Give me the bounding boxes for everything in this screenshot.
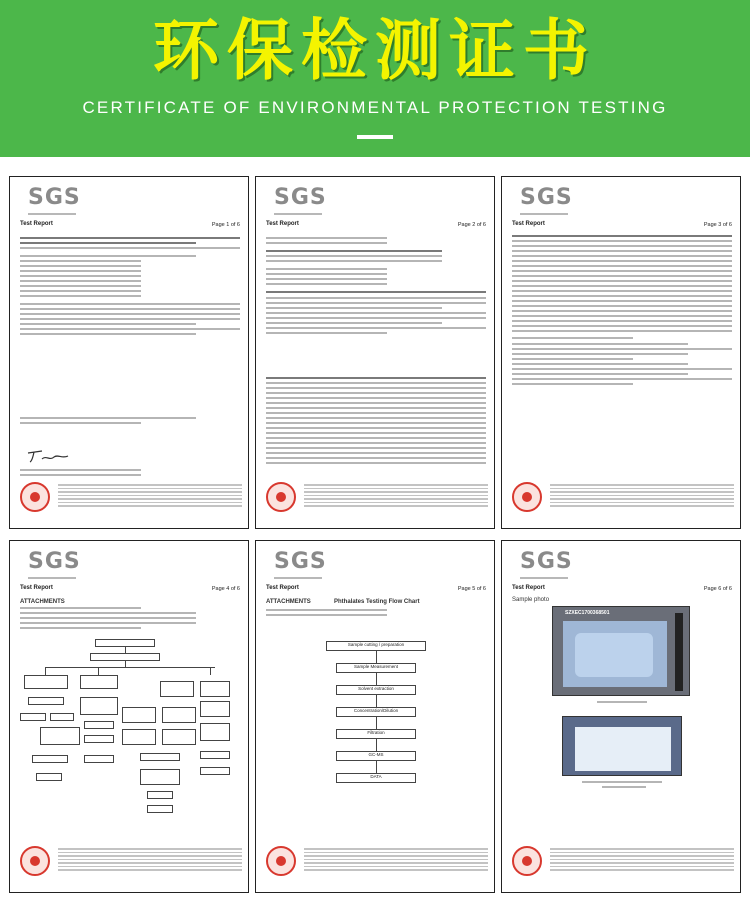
approved-signatory (20, 469, 240, 479)
page-header (266, 585, 486, 595)
banner-divider (357, 135, 393, 139)
logo-underline (274, 213, 322, 215)
report-heading: Test Report (20, 221, 53, 227)
sgs-seal-icon (266, 482, 296, 512)
notes-block (512, 337, 732, 388)
page-number: Page 1 of 6 (211, 222, 240, 228)
page-footer (18, 480, 242, 520)
report-page-4 (9, 540, 249, 893)
page-header (512, 221, 732, 231)
flow-step: Filtration (336, 729, 416, 739)
report-heading: Test Report (512, 221, 545, 227)
body-text-block (20, 237, 240, 338)
sgs-seal-icon (512, 482, 542, 512)
banner-title: 环保检测证书 (153, 12, 597, 89)
flow-step: Sample Measurement (336, 663, 416, 673)
page-footer (264, 844, 488, 884)
banner-subtitle: CERTIFICATE OF ENVIRONMENTAL PROTECTION TESTING (82, 98, 668, 117)
results-table (512, 235, 732, 335)
logo-underline (28, 213, 76, 215)
report-page-3 (501, 176, 741, 529)
sgs-logo: SGS (274, 185, 327, 210)
page-footer (264, 480, 488, 520)
sgs-logo: SGS (520, 549, 573, 574)
report-heading: Test Report (20, 585, 53, 591)
report-page-2 (255, 176, 495, 529)
page-header (20, 585, 240, 595)
sgs-logo: SGS (274, 549, 327, 574)
report-page-6 (501, 540, 741, 893)
page-number: Page 6 of 6 (703, 586, 732, 592)
page-footer (18, 844, 242, 884)
logo-underline (520, 577, 568, 579)
sgs-seal-icon (512, 846, 542, 876)
sgs-logo: SGS (28, 549, 81, 574)
page-number: Page 5 of 6 (457, 586, 486, 592)
sample-photo-bag (552, 606, 690, 696)
flow-intro-text (20, 607, 240, 632)
report-heading: Test Report (266, 585, 299, 591)
sgs-seal-icon (20, 482, 50, 512)
sgs-logo: SGS (520, 185, 573, 210)
page-footer (510, 844, 734, 884)
report-page-1 (9, 176, 249, 529)
page-number: Page 2 of 6 (457, 222, 486, 228)
page-header (20, 221, 240, 231)
sgs-seal-icon (20, 846, 50, 876)
page-footer (510, 480, 734, 520)
photo-caption (582, 781, 662, 791)
flow-intro-text (266, 609, 486, 619)
body-text-block (266, 237, 486, 337)
logo-underline (274, 577, 322, 579)
page-number: Page 3 of 6 (703, 222, 732, 228)
report-heading: Test Report (512, 585, 545, 591)
page-header (512, 585, 732, 595)
sample-id-tag: SZXEC1700368501 (565, 610, 610, 616)
sgs-logo: SGS (28, 185, 81, 210)
attachments-label: ATTACHMENTS (20, 599, 65, 605)
page-header (266, 221, 486, 231)
signature-block (20, 417, 240, 427)
flow-step: DATA (336, 773, 416, 783)
sample-photo-sheet (562, 716, 682, 776)
flow-step: Concentration/Dilution (336, 707, 416, 717)
flow-step: GC-MS (336, 751, 416, 761)
report-page-5 (255, 540, 495, 893)
logo-underline (520, 213, 568, 215)
sgs-seal-icon (266, 846, 296, 876)
sample-photo-label: Sample photo (512, 597, 550, 603)
page-number: Page 4 of 6 (211, 586, 240, 592)
results-table (266, 377, 486, 467)
flow-step: Solvent extraction (336, 685, 416, 695)
signature-icon (24, 447, 84, 465)
report-heading: Test Report (266, 221, 299, 227)
attachments-label: ATTACHMENTS (266, 599, 311, 605)
flow-step: Sample cutting / preparation (326, 641, 426, 651)
logo-underline (28, 577, 76, 579)
photo-caption (597, 701, 647, 706)
flow-chart-title: Phthalates Testing Flow Chart (334, 599, 420, 605)
header-banner (0, 0, 750, 157)
